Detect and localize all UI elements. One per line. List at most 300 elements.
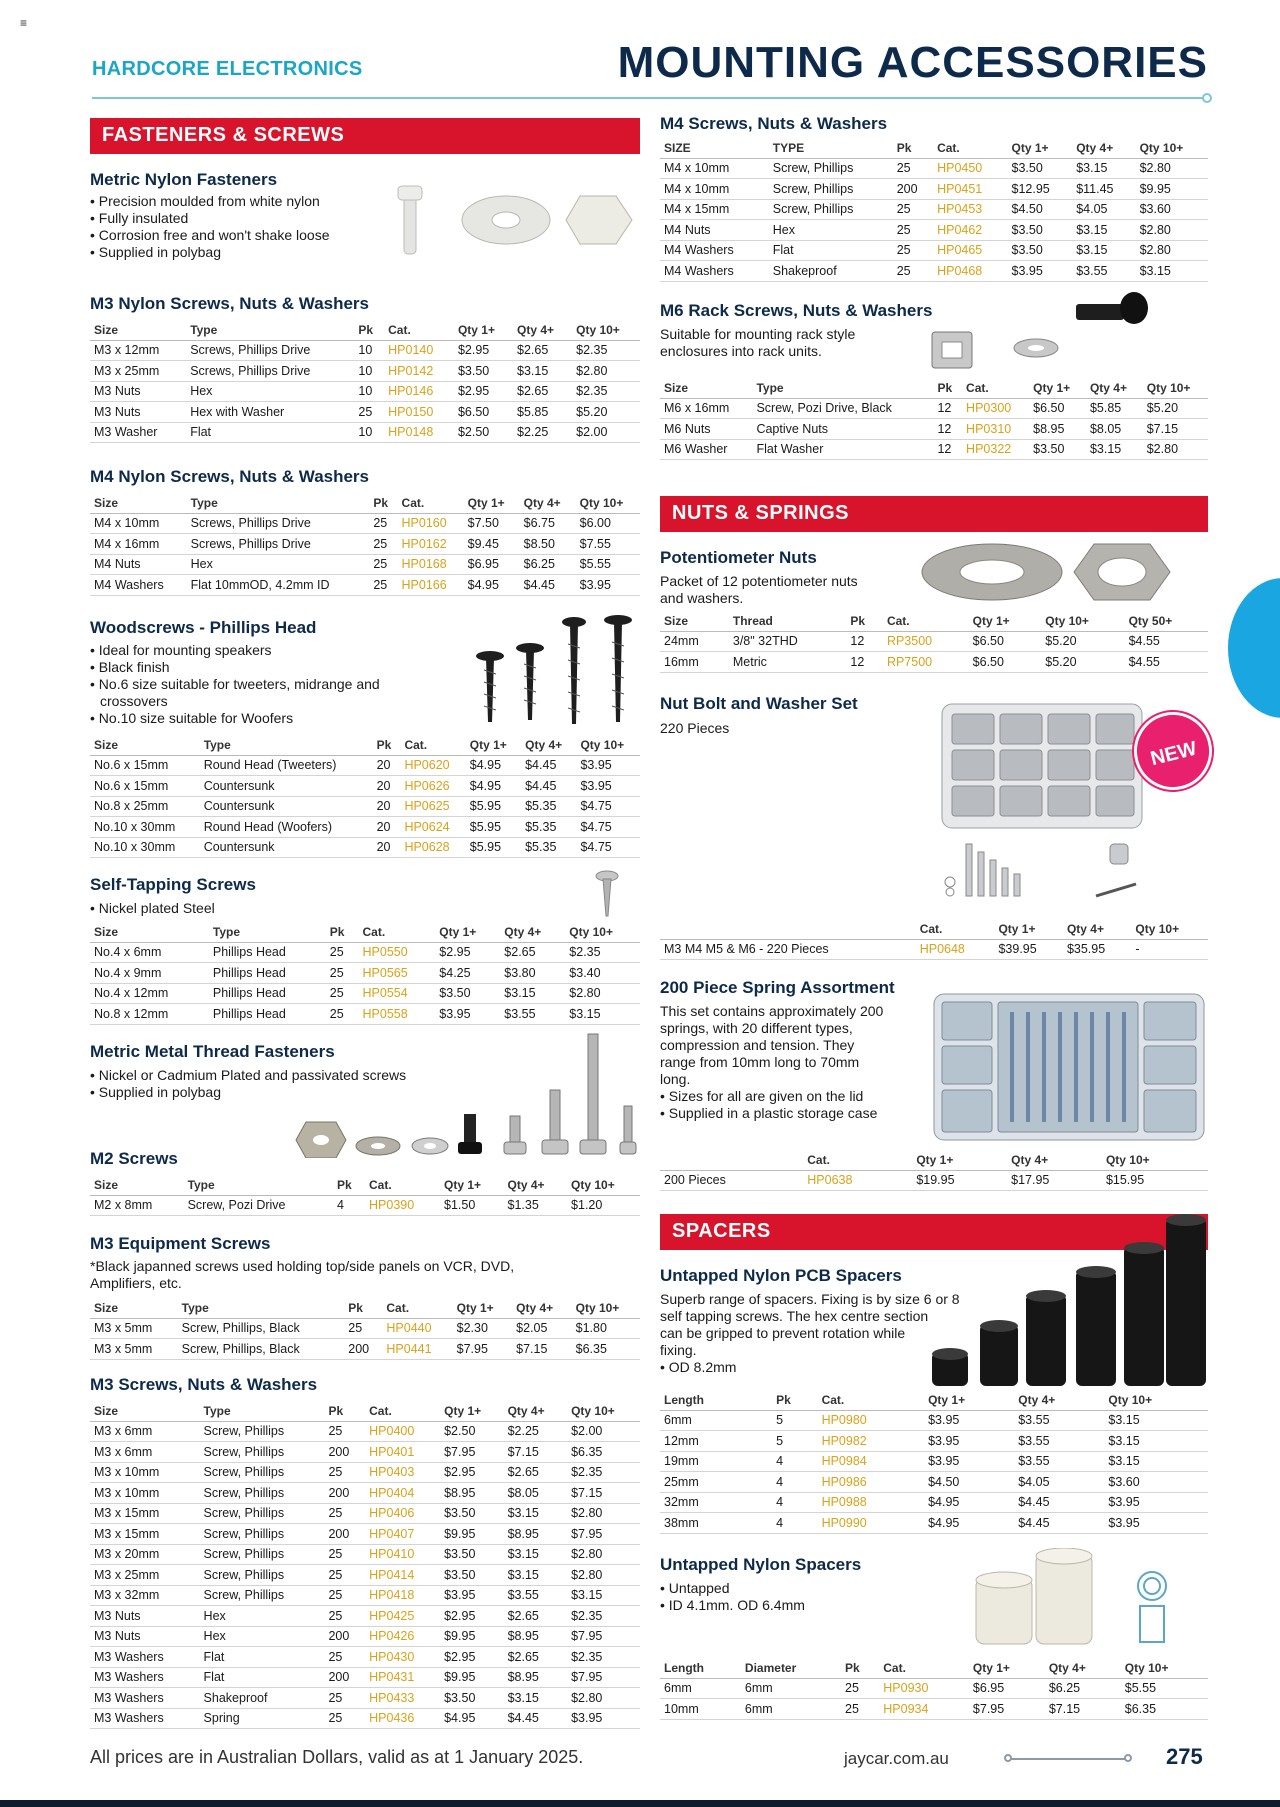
table-cell: $3.50 <box>440 1544 503 1565</box>
table-cell: $2.35 <box>567 1462 640 1483</box>
catalog-code[interactable]: HP0414 <box>365 1565 440 1586</box>
catalog-code[interactable]: HP0168 <box>398 554 464 575</box>
table-cell: 6mm <box>660 1678 741 1699</box>
table-cell: 25 <box>893 158 933 179</box>
table-cell: 25 <box>324 1565 365 1586</box>
table-cell: M4 x 10mm <box>90 513 187 534</box>
table-cell: 25 <box>369 534 397 555</box>
table-cell: $8.95 <box>504 1626 567 1647</box>
table-cell: $2.80 <box>1136 240 1208 261</box>
catalog-code[interactable]: HP0440 <box>382 1318 452 1339</box>
catalog-code[interactable]: RP3500 <box>883 631 969 652</box>
section-title-pcb-spacers: Untapped Nylon PCB Spacers <box>660 1266 902 1285</box>
side-tab[interactable] <box>1228 578 1280 718</box>
catalog-code[interactable]: HP0988 <box>818 1492 925 1513</box>
catalog-code[interactable]: HP0554 <box>359 983 436 1004</box>
table-cell: $2.50 <box>454 422 513 443</box>
column-header: TYPE <box>769 138 893 158</box>
catalog-code[interactable]: HP0410 <box>365 1544 440 1565</box>
table-pcb-spacers <box>660 1390 1208 1534</box>
column-header: Size <box>90 1298 178 1318</box>
column-header: Qty 10+ <box>1041 611 1124 631</box>
column-header: Qty 1+ <box>912 1150 1007 1170</box>
table-cell: $4.05 <box>1072 199 1135 220</box>
table-cell: $2.80 <box>567 1688 640 1709</box>
table-cell: 20 <box>373 755 401 776</box>
catalog-code[interactable]: RP7500 <box>883 652 969 673</box>
table-cell: No.10 x 30mm <box>90 837 200 858</box>
desc-line: range from 10mm long to 70mm <box>660 1054 860 1070</box>
section-title-pot-nuts: Potentiometer Nuts <box>660 548 817 567</box>
column-header: Qty 10+ <box>565 922 640 942</box>
catalog-code[interactable]: HP0990 <box>818 1513 925 1534</box>
table-cell: Flat <box>186 422 354 443</box>
table-row <box>660 1472 1208 1493</box>
table-cell: - <box>1131 939 1208 960</box>
table-cell: Screw, Phillips <box>200 1503 325 1524</box>
table-cell: 10 <box>354 361 384 382</box>
table-cell: 25 <box>841 1678 879 1699</box>
catalog-code[interactable]: HP0322 <box>962 439 1029 460</box>
table-row <box>90 1524 640 1545</box>
table-cell: 25 <box>893 199 933 220</box>
table-header-row <box>90 735 640 755</box>
catalog-code[interactable]: HP0558 <box>359 1004 436 1025</box>
catalog-code[interactable]: HP0462 <box>933 220 1007 241</box>
table-cell: $3.15 <box>513 361 572 382</box>
table-cell: $2.25 <box>513 422 572 443</box>
table-cell: $3.15 <box>567 1585 640 1606</box>
catalog-code[interactable]: HP0430 <box>365 1647 440 1668</box>
column-header: Qty 4+ <box>1045 1658 1121 1678</box>
table-cell: Screws, Phillips Drive <box>187 534 370 555</box>
column-header: Cat. <box>359 922 436 942</box>
table-cell: 19mm <box>660 1451 756 1472</box>
table-cell: Screw, Phillips, Black <box>178 1339 345 1360</box>
woodscrews-image <box>470 614 640 726</box>
table-cell: Hex <box>200 1606 325 1627</box>
catalog-code[interactable]: HP0140 <box>384 340 454 361</box>
column-header: Cat. <box>879 1658 969 1678</box>
catalog-code[interactable]: HP0986 <box>818 1472 925 1493</box>
table-cell: 4 <box>333 1195 365 1216</box>
table-cell: No.10 x 30mm <box>90 817 200 838</box>
column-header: Qty 50+ <box>1125 611 1208 631</box>
table-cell: 25 <box>369 575 397 596</box>
table-cell: $4.95 <box>464 575 520 596</box>
catalog-code[interactable]: HP0624 <box>400 817 465 838</box>
table-cell: $3.15 <box>504 1544 567 1565</box>
column-header: Pk <box>369 493 397 513</box>
table-cell: M3 x 20mm <box>90 1544 200 1565</box>
table-cell: $5.20 <box>1143 398 1208 419</box>
catalog-code[interactable]: HP0401 <box>365 1442 440 1463</box>
table-cell: 10 <box>354 422 384 443</box>
catalog-code[interactable]: HP0404 <box>365 1483 440 1504</box>
column-header: Qty 10+ <box>1104 1390 1208 1410</box>
catalog-code[interactable]: HP0465 <box>933 240 1007 261</box>
m6-rack-desc <box>660 326 855 360</box>
table-cell: M3 x 15mm <box>90 1503 200 1524</box>
table-cell: $5.85 <box>513 402 572 423</box>
column-header: Cat. <box>398 493 464 513</box>
table-header-row <box>660 611 1208 631</box>
table-cell: $4.75 <box>576 837 640 858</box>
table-row <box>90 1606 640 1627</box>
catalog-code[interactable]: HP0146 <box>384 381 454 402</box>
column-header: Pk <box>354 320 384 340</box>
column-header: Qty 10+ <box>567 1401 640 1421</box>
column-header: Cat. <box>400 735 465 755</box>
table-cell: Screw, Phillips <box>200 1483 325 1504</box>
table-row <box>660 1699 1208 1720</box>
table-cell: Flat 10mmOD, 4.2mm ID <box>187 575 370 596</box>
column-header <box>756 1390 772 1410</box>
table-cell: $2.65 <box>504 1606 567 1627</box>
table-cell: Screw, Phillips <box>200 1565 325 1586</box>
catalog-code[interactable]: HP0426 <box>365 1626 440 1647</box>
desc-line: • Sizes for all are given on the lid <box>660 1088 864 1104</box>
table-cell: $3.95 <box>924 1451 1014 1472</box>
catalog-code[interactable]: HP0620 <box>400 755 465 776</box>
column-header: Type <box>186 320 354 340</box>
column-header: Qty 1+ <box>464 493 520 513</box>
column-header: Qty 10+ <box>1131 919 1208 939</box>
table-cell: $5.20 <box>1041 631 1124 652</box>
column-header: Qty 4+ <box>1086 378 1143 398</box>
table-cell: No.6 x 15mm <box>90 755 200 776</box>
table-row <box>90 422 640 443</box>
table-m3-equipment <box>90 1298 640 1360</box>
table-row <box>90 1544 640 1565</box>
catalog-code[interactable]: HP0148 <box>384 422 454 443</box>
catalog-code[interactable]: HP0400 <box>365 1421 440 1442</box>
table-cell: $6.50 <box>969 631 1042 652</box>
column-header: Qty 4+ <box>500 922 565 942</box>
catalog-code[interactable]: HP0142 <box>384 361 454 382</box>
table-cell: $2.80 <box>567 1544 640 1565</box>
table-cell: $3.50 <box>440 1565 503 1586</box>
column-header: Pk <box>373 735 401 755</box>
table-cell: $5.20 <box>1041 652 1124 673</box>
table-row <box>90 1667 640 1688</box>
table-header-row <box>90 320 640 340</box>
table-m4-screws <box>660 138 1208 282</box>
column-header: Qty 4+ <box>513 320 572 340</box>
footer-rule <box>1008 1758 1128 1760</box>
table-cell: $3.95 <box>924 1410 1014 1431</box>
table-self-tapping <box>90 922 640 1025</box>
catalog-code[interactable]: HP0390 <box>365 1195 440 1216</box>
catalog-code[interactable]: HP0431 <box>365 1667 440 1688</box>
catalog-code[interactable]: HP0980 <box>818 1410 925 1431</box>
section-title-nylon-spacers: Untapped Nylon Spacers <box>660 1555 862 1574</box>
catalog-code[interactable]: HP0984 <box>818 1451 925 1472</box>
catalog-code[interactable]: HP0565 <box>359 963 436 984</box>
table-cell: Phillips Head <box>209 942 326 963</box>
catalog-code[interactable]: HP0425 <box>365 1606 440 1627</box>
table-cell: M3 Washers <box>90 1708 200 1729</box>
table-cell: $3.15 <box>504 1503 567 1524</box>
table-header-row <box>90 1175 640 1195</box>
column-header: Diameter <box>741 1658 841 1678</box>
table-cell: $3.15 <box>1072 220 1135 241</box>
catalog-code[interactable]: HP0648 <box>916 939 995 960</box>
catalog-code[interactable]: HP0150 <box>384 402 454 423</box>
bullet: crossovers <box>100 693 168 709</box>
column-header: Qty 4+ <box>1063 919 1131 939</box>
bullet: • Supplied in polybag <box>90 244 221 260</box>
catalog-code[interactable]: HP0451 <box>933 179 1007 200</box>
pcb-spacers-image <box>930 1214 1210 1390</box>
column-header: Type <box>200 1401 325 1421</box>
table-cell: 25 <box>324 1708 365 1729</box>
table-row <box>90 340 640 361</box>
table-row <box>90 1483 640 1504</box>
table-cell: 200 <box>324 1524 365 1545</box>
table-cell: $8.95 <box>504 1667 567 1688</box>
column-header: Qty 4+ <box>504 1401 567 1421</box>
table-cell: $2.50 <box>440 1421 503 1442</box>
column-header: Qty 1+ <box>1029 378 1086 398</box>
table-cell: $4.55 <box>1125 652 1208 673</box>
catalog-code[interactable]: HP0433 <box>365 1688 440 1709</box>
table-cell <box>756 1492 772 1513</box>
table-cell: 25 <box>326 1004 359 1025</box>
table-row <box>660 179 1208 200</box>
table-cell: $6.75 <box>520 513 576 534</box>
table-cell: M4 Washers <box>660 240 769 261</box>
table-cell: M3 x 25mm <box>90 1565 200 1586</box>
catalog-code[interactable]: HP0934 <box>879 1699 969 1720</box>
catalog-code[interactable]: HP0162 <box>398 534 464 555</box>
bullet: • Nickel or Cadmium Plated and passivated screws <box>90 1067 407 1083</box>
table-cell: $7.15 <box>512 1339 571 1360</box>
table-cell: 32mm <box>660 1492 756 1513</box>
column-header: Pk <box>333 1175 365 1195</box>
table-m3-screws <box>90 1401 640 1729</box>
footer-note: All prices are in Australian Dollars, valid as at 1 January 2025. <box>90 1747 584 1767</box>
desc-line: and washers. <box>660 590 744 606</box>
table-cell: $4.45 <box>1014 1492 1104 1513</box>
table-cell: $9.45 <box>464 534 520 555</box>
table-cell: 10 <box>354 340 384 361</box>
column-header: Size <box>90 922 209 942</box>
table-cell: $5.95 <box>466 796 521 817</box>
table-cell: Countersunk <box>200 796 373 817</box>
table-row <box>90 402 640 423</box>
table-cell: Screw, Phillips <box>769 158 893 179</box>
table-cell: $2.65 <box>500 942 565 963</box>
table-cell: 12 <box>846 652 883 673</box>
table-row <box>660 1410 1208 1431</box>
table-cell: Flat <box>200 1667 325 1688</box>
table-cell: 25 <box>324 1421 365 1442</box>
catalog-code[interactable]: HP0468 <box>933 261 1007 282</box>
column-header <box>660 1150 803 1170</box>
table-row <box>90 1421 640 1442</box>
table-cell: M3 x 5mm <box>90 1339 178 1360</box>
catalog-code[interactable]: HP0160 <box>398 513 464 534</box>
metric-nylon-bullets <box>90 193 329 261</box>
table-row <box>90 361 640 382</box>
table-row <box>660 631 1208 652</box>
table-cell: Screw, Pozi Drive, Black <box>752 398 933 419</box>
table-cell: $17.95 <box>1007 1170 1102 1191</box>
bullet: • No.10 size suitable for Woofers <box>90 710 294 726</box>
header-rule <box>92 97 1208 99</box>
table-row <box>660 419 1208 440</box>
nylon-fasteners-image <box>394 180 644 260</box>
table-cell: $2.35 <box>572 340 640 361</box>
column-header: Cat. <box>962 378 1029 398</box>
table-cell: 4 <box>772 1472 817 1493</box>
table-cell: Shakeproof <box>200 1688 325 1709</box>
catalog-code[interactable]: HP0550 <box>359 942 436 963</box>
catalog-code[interactable]: HP0638 <box>803 1170 912 1191</box>
table-row <box>90 534 640 555</box>
table-row <box>90 1688 640 1709</box>
footer-website-link[interactable]: jaycar.com.au <box>844 1749 949 1768</box>
section-title-woodscrews: Woodscrews - Phillips Head <box>90 618 317 637</box>
bullet: • Ideal for mounting speakers <box>90 642 272 658</box>
table-cell: 25 <box>324 1462 365 1483</box>
catalog-code[interactable]: HP0930 <box>879 1678 969 1699</box>
column-header: Qty 1+ <box>453 1298 512 1318</box>
catalog-code[interactable]: HP0982 <box>818 1431 925 1452</box>
table-cell: $7.95 <box>567 1667 640 1688</box>
table-cell: $3.50 <box>1008 240 1073 261</box>
table-cell: 25 <box>369 513 397 534</box>
table-cell: 25 <box>324 1647 365 1668</box>
header-rule-dot <box>1202 93 1212 103</box>
table-cell: $3.60 <box>1136 199 1208 220</box>
table-cell: Round Head (Woofers) <box>200 817 373 838</box>
column-header: Qty 1+ <box>440 1401 503 1421</box>
table-cell: M3 Nuts <box>90 1626 200 1647</box>
table-cell: $3.15 <box>1072 240 1135 261</box>
column-header: Qty 1+ <box>994 919 1062 939</box>
table-cell: $8.05 <box>1086 419 1143 440</box>
table-cell: M3 x 15mm <box>90 1524 200 1545</box>
desc-line: *Black japanned screws used holding top/side panels on VCR, DVD, <box>90 1258 515 1274</box>
column-header: Qty 1+ <box>969 1658 1045 1678</box>
table-row <box>90 1339 640 1360</box>
table-cell: $3.15 <box>1086 439 1143 460</box>
table-cell: $3.50 <box>1008 220 1073 241</box>
table-cell: No.4 x 6mm <box>90 942 209 963</box>
column-header: Pk <box>893 138 933 158</box>
section-title-metric-metal: Metric Metal Thread Fasteners <box>90 1042 335 1061</box>
banner-nuts-springs: NUTS & SPRINGS <box>660 496 1208 532</box>
catalog-code[interactable]: HP0300 <box>962 398 1029 419</box>
table-cell: Screw, Phillips <box>769 199 893 220</box>
table-cell: $3.50 <box>440 1688 503 1709</box>
catalog-code[interactable]: HP0441 <box>382 1339 452 1360</box>
catalog-code[interactable]: HP0418 <box>365 1585 440 1606</box>
catalog-code[interactable]: HP0453 <box>933 199 1007 220</box>
table-cell: $11.45 <box>1072 179 1135 200</box>
catalog-code[interactable]: HP0450 <box>933 158 1007 179</box>
desc-line: This set contains approximately 200 <box>660 1003 884 1019</box>
catalog-code[interactable]: HP0166 <box>398 575 464 596</box>
table-row <box>90 837 640 858</box>
table-cell: 16mm <box>660 652 729 673</box>
table-cell: $6.25 <box>1045 1678 1121 1699</box>
page-number: 275 <box>1166 1744 1203 1769</box>
table-cell: $3.95 <box>576 575 640 596</box>
table-cell: 5 <box>772 1410 817 1431</box>
column-header: Size <box>660 378 752 398</box>
table-cell: $3.95 <box>567 1708 640 1729</box>
table-row <box>90 1462 640 1483</box>
table-cell: 4 <box>772 1513 817 1534</box>
section-title-self-tapping: Self-Tapping Screws <box>90 875 256 894</box>
desc-line: Superb range of spacers. Fixing is by size 6 or 8 <box>660 1291 960 1307</box>
column-header: SIZE <box>660 138 769 158</box>
table-header-row <box>660 1390 1208 1410</box>
catalog-code[interactable]: HP0625 <box>400 796 465 817</box>
catalog-code[interactable]: HP0403 <box>365 1462 440 1483</box>
table-cell: $8.95 <box>504 1524 567 1545</box>
catalog-code[interactable]: HP0436 <box>365 1708 440 1729</box>
table-cell: 200 <box>324 1667 365 1688</box>
table-row <box>90 381 640 402</box>
column-header: Qty 4+ <box>512 1298 571 1318</box>
table-cell: $4.55 <box>1125 631 1208 652</box>
table-row <box>90 1442 640 1463</box>
table-cell: $2.30 <box>453 1318 512 1339</box>
desc-line: enclosures into rack units. <box>660 343 822 359</box>
table-cell: $3.60 <box>1104 1472 1208 1493</box>
table-cell: 12 <box>846 631 883 652</box>
menu-icon[interactable]: ≡ <box>20 16 28 30</box>
table-cell: $2.65 <box>513 381 572 402</box>
bottom-bar <box>0 1800 1280 1807</box>
column-header: Qty 4+ <box>520 493 576 513</box>
table-cell: Flat <box>200 1647 325 1668</box>
table-cell: 200 <box>324 1626 365 1647</box>
column-header: Qty 4+ <box>1007 1150 1102 1170</box>
self-tapping-bullets <box>90 900 215 917</box>
column-header: Qty 1+ <box>924 1390 1014 1410</box>
table-cell: 10mm <box>660 1699 741 1720</box>
catalog-code[interactable]: HP0628 <box>400 837 465 858</box>
table-cell: 25 <box>893 261 933 282</box>
table-row <box>90 575 640 596</box>
catalog-code[interactable]: HP0407 <box>365 1524 440 1545</box>
table-cell: Screw, Phillips <box>200 1524 325 1545</box>
column-header: Cat. <box>933 138 1007 158</box>
table-cell: $3.50 <box>435 983 500 1004</box>
table-cell: $2.00 <box>572 422 640 443</box>
catalog-code[interactable]: HP0310 <box>962 419 1029 440</box>
catalog-code[interactable]: HP0626 <box>400 776 465 797</box>
table-cell: M6 Nuts <box>660 419 752 440</box>
table-cell: M2 x 8mm <box>90 1195 184 1216</box>
catalog-code[interactable]: HP0406 <box>365 1503 440 1524</box>
table-cell: $4.75 <box>576 796 640 817</box>
table-cell: $8.95 <box>440 1483 503 1504</box>
column-header: Qty 4+ <box>521 735 576 755</box>
column-header: Qty 10+ <box>572 320 640 340</box>
column-header: Type <box>178 1298 345 1318</box>
desc-line: • Untapped <box>660 1580 730 1596</box>
table-cell: $3.95 <box>1104 1492 1208 1513</box>
bullet: • Nickel plated Steel <box>90 900 215 916</box>
table-cell <box>756 1410 772 1431</box>
table-cell: $6.50 <box>969 652 1042 673</box>
